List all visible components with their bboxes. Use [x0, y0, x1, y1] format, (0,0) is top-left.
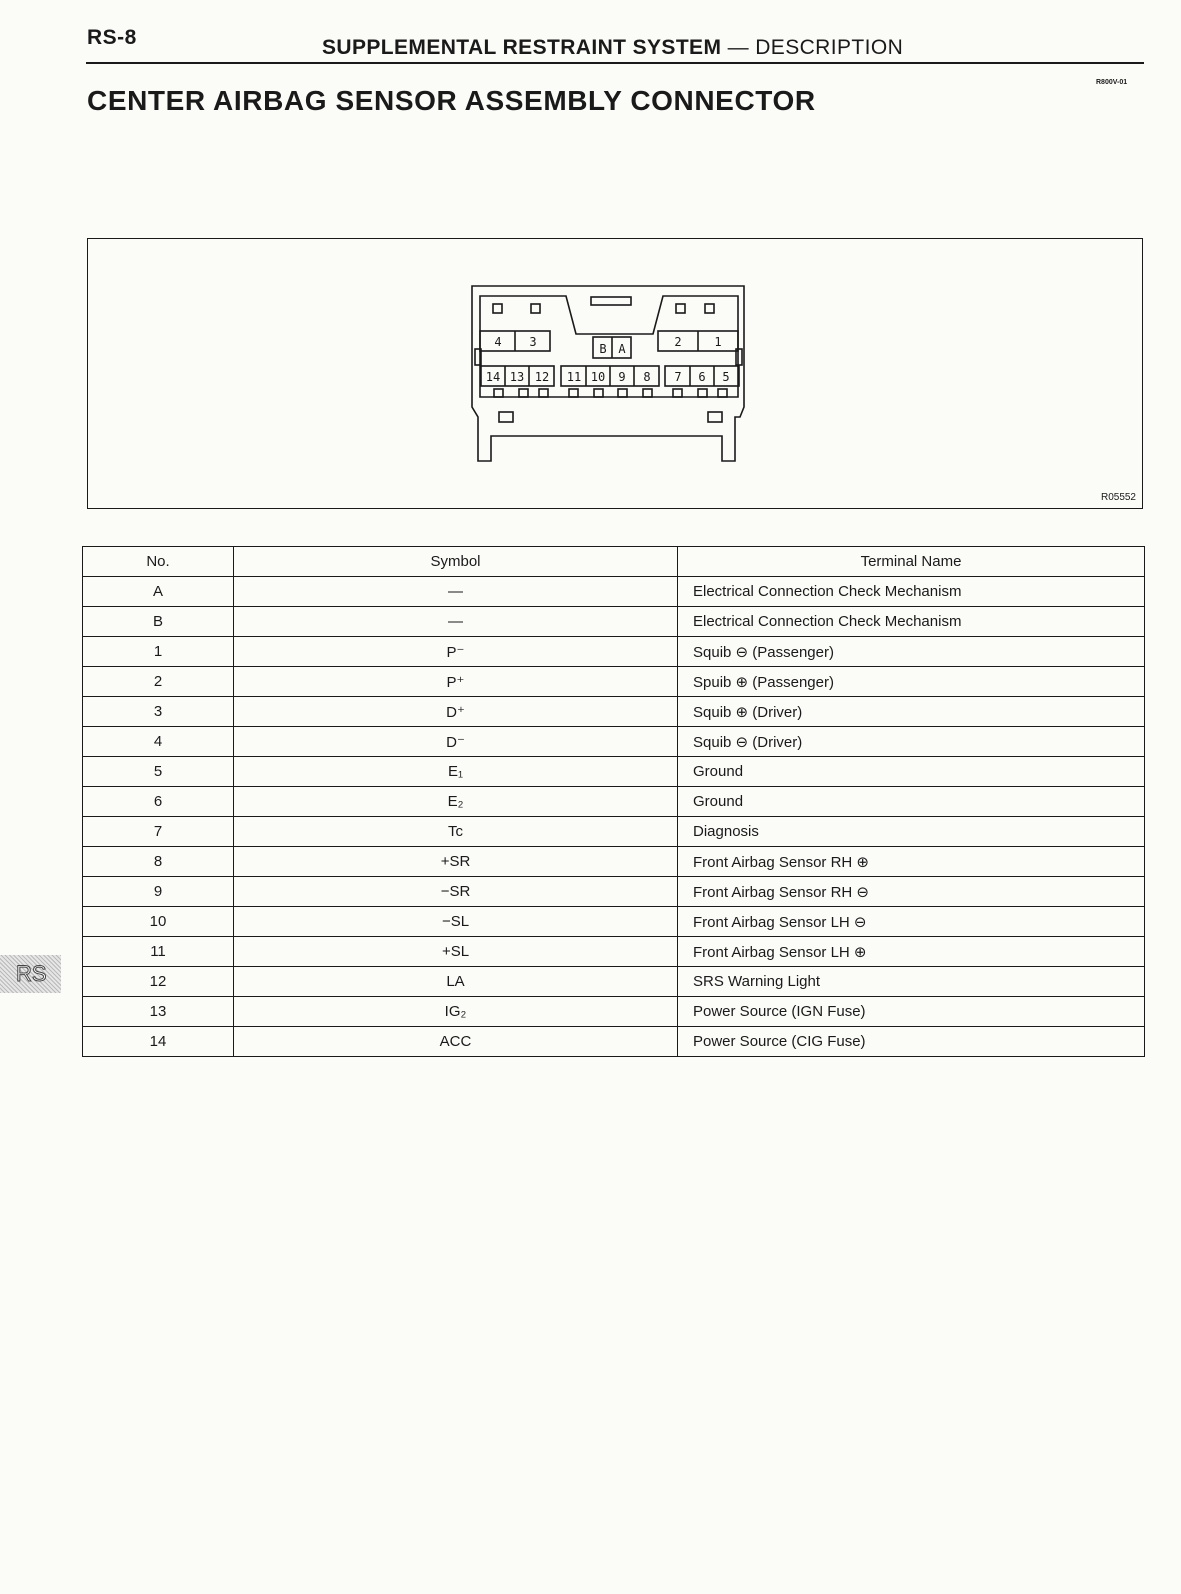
- table-row: [83, 607, 1145, 637]
- cell-symbol: −SL: [234, 907, 678, 937]
- header-no: No.: [83, 547, 234, 577]
- pin-4-label: 4: [494, 335, 502, 349]
- cell-no: 4: [83, 727, 234, 757]
- pin-13-label: 13: [509, 370, 525, 384]
- table-row: [83, 727, 1145, 757]
- cell-symbol: +SL: [234, 937, 678, 967]
- table-row: [83, 787, 1145, 817]
- table-row: [83, 757, 1145, 787]
- table-row: [83, 577, 1145, 607]
- section-title-main: SUPPLEMENTAL RESTRAINT SYSTEM: [322, 36, 722, 59]
- cell-no: 11: [83, 937, 234, 967]
- table-row: [83, 667, 1145, 697]
- cell-no: 7: [83, 817, 234, 847]
- cell-no: 5: [83, 757, 234, 787]
- cell-symbol: —: [234, 577, 678, 607]
- table-row: [83, 1027, 1145, 1057]
- cell-symbol: −SR: [234, 877, 678, 907]
- cell-terminal-name: Front Airbag Sensor LH ⊕: [678, 937, 1145, 967]
- pin-11-label: 11: [566, 370, 582, 384]
- pin-10-label: 10: [590, 370, 606, 384]
- cell-symbol: +SR: [234, 847, 678, 877]
- pin-12-label: 12: [534, 370, 550, 384]
- cell-terminal-name: Power Source (CIG Fuse): [678, 1027, 1145, 1057]
- pin-5-label: 5: [722, 370, 730, 384]
- pin-14-label: 14: [485, 370, 501, 384]
- cell-terminal-name: Power Source (IGN Fuse): [678, 997, 1145, 1027]
- pin-2-label: 2: [674, 335, 682, 349]
- cell-symbol: E₁: [234, 757, 678, 787]
- connector-figure: [87, 238, 1143, 509]
- cell-symbol: ACC: [234, 1027, 678, 1057]
- cell-terminal-name: Front Airbag Sensor LH ⊖: [678, 907, 1145, 937]
- table-row: [83, 997, 1145, 1027]
- table-row: [83, 967, 1145, 997]
- table-row: [83, 817, 1145, 847]
- cell-terminal-name: Squib ⊖ (Passenger): [678, 637, 1145, 667]
- pin-1-label: 1: [714, 335, 722, 349]
- document-code: R800V-01: [1096, 79, 1128, 86]
- cell-terminal-name: Spuib ⊕ (Passenger): [678, 667, 1145, 697]
- cell-terminal-name: Diagnosis: [678, 817, 1145, 847]
- cell-no: 2: [83, 667, 234, 697]
- cell-no: 14: [83, 1027, 234, 1057]
- cell-no: A: [83, 577, 234, 607]
- cell-symbol: —: [234, 607, 678, 637]
- cell-terminal-name: Squib ⊕ (Driver): [678, 697, 1145, 727]
- table-header-row: [83, 547, 1145, 577]
- side-tab-label: RS: [16, 961, 47, 986]
- cell-terminal-name: Squib ⊖ (Driver): [678, 727, 1145, 757]
- pin-9-label: 9: [618, 370, 626, 384]
- header-symbol: Symbol: [234, 547, 678, 577]
- cell-terminal-name: Electrical Connection Check Mechanism: [678, 577, 1145, 607]
- cell-symbol: D⁺: [234, 697, 678, 727]
- connector-drawing: [88, 239, 1144, 510]
- cell-no: 9: [83, 877, 234, 907]
- section-title-sub: — DESCRIPTION: [721, 36, 904, 59]
- pin-a-label: A: [618, 342, 626, 356]
- cell-symbol: P⁺: [234, 667, 678, 697]
- cell-terminal-name: Front Airbag Sensor RH ⊕: [678, 847, 1145, 877]
- table-row: [83, 907, 1145, 937]
- table-row: [83, 937, 1145, 967]
- pin-7-label: 7: [674, 370, 682, 384]
- cell-no: B: [83, 607, 234, 637]
- cell-symbol: P⁻: [234, 637, 678, 667]
- cell-symbol: LA: [234, 967, 678, 997]
- cell-no: 8: [83, 847, 234, 877]
- section-side-tab: [0, 955, 61, 993]
- cell-terminal-name: Ground: [678, 757, 1145, 787]
- cell-no: 1: [83, 637, 234, 667]
- cell-no: 12: [83, 967, 234, 997]
- pin-3-label: 3: [529, 335, 537, 349]
- page-number: RS-8: [87, 26, 137, 49]
- cell-no: 6: [83, 787, 234, 817]
- figure-code: R05552: [1100, 492, 1136, 503]
- table-row: [83, 697, 1145, 727]
- section-title: [322, 36, 903, 60]
- table-row: [83, 847, 1145, 877]
- table-row: [83, 637, 1145, 667]
- page-title: CENTER AIRBAG SENSOR ASSEMBLY CONNECTOR: [87, 85, 816, 116]
- cell-symbol: E₂: [234, 787, 678, 817]
- terminal-table: [82, 546, 1145, 1057]
- pin-8-label: 8: [643, 370, 651, 384]
- table-row: [83, 877, 1145, 907]
- cell-terminal-name: Electrical Connection Check Mechanism: [678, 607, 1145, 637]
- cell-no: 10: [83, 907, 234, 937]
- cell-terminal-name: Ground: [678, 787, 1145, 817]
- header-rule: [86, 62, 1144, 64]
- cell-no: 3: [83, 697, 234, 727]
- cell-no: 13: [83, 997, 234, 1027]
- cell-symbol: Tc: [234, 817, 678, 847]
- cell-terminal-name: Front Airbag Sensor RH ⊖: [678, 877, 1145, 907]
- pin-b-label: B: [599, 342, 607, 356]
- cell-terminal-name: SRS Warning Light: [678, 967, 1145, 997]
- cell-symbol: D⁻: [234, 727, 678, 757]
- cell-symbol: IG₂: [234, 997, 678, 1027]
- pin-6-label: 6: [698, 370, 706, 384]
- header-terminal-name: Terminal Name: [678, 547, 1145, 577]
